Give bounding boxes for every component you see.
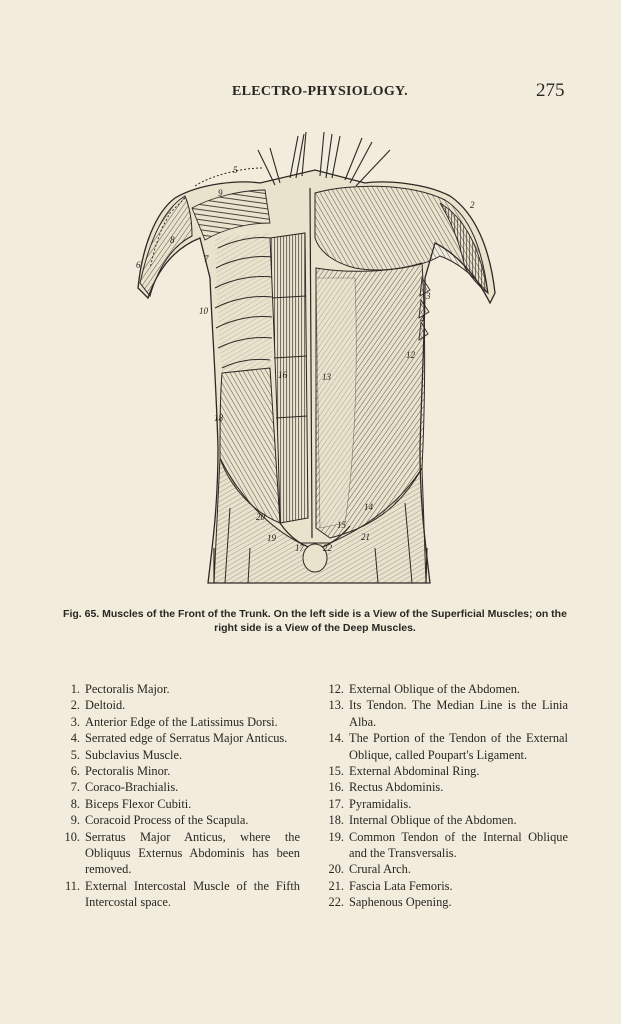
legend-item <box>58 714 300 730</box>
legend-text: Rectus Abdominis. <box>349 780 444 795</box>
label-7: 7 <box>204 254 209 264</box>
legend-item <box>322 681 568 697</box>
legend-item <box>322 812 568 828</box>
legend-item <box>58 697 300 713</box>
legend-number: 22. <box>328 895 344 910</box>
legend-number: 18. <box>328 813 344 828</box>
legend-text: Serrated edge of Serratus Major Anticus. <box>85 731 288 746</box>
legend-item <box>58 763 300 779</box>
legend-text: Coraco-Brachialis. <box>85 780 179 795</box>
label-17: 17 <box>295 543 304 553</box>
trunk-muscles-engraving <box>130 128 500 588</box>
legend-number: 12. <box>328 682 344 696</box>
legend-number: 20. <box>328 862 344 877</box>
legend-text: Saphenous Opening. <box>349 895 452 910</box>
legend-item <box>58 829 300 878</box>
label-9: 9 <box>218 188 223 198</box>
running-title: ELECTRO-PHYSIOLOGY. <box>232 84 408 99</box>
legend-item <box>58 747 300 763</box>
legend-text: Pectoralis Minor. <box>85 764 171 779</box>
legend-text: Crural Arch. <box>349 862 411 877</box>
legend-number: 8. <box>70 796 80 811</box>
legend-number: 7. <box>70 780 80 795</box>
legend-item <box>58 878 300 911</box>
page-number: 275 <box>536 80 565 101</box>
legend-number: 9. <box>70 813 80 828</box>
label-21: 21 <box>361 532 370 542</box>
legend-item <box>322 697 568 730</box>
legend-item <box>58 681 300 697</box>
label-15: 15 <box>337 520 346 530</box>
legend-number: 2. <box>70 698 80 713</box>
legend-text: Fascia Lata Femoris. <box>349 878 453 893</box>
legend-text: Serratus Major Anticus, where the Obliquus Externus Abdominis has been removed. <box>85 829 300 877</box>
label-5: 5 <box>233 165 238 175</box>
legend-number: 17. <box>328 796 344 811</box>
legend-text: Subclavius Muscle. <box>85 747 183 762</box>
legend-text: Common Tendon of the Internal Oblique and the Transversalis. <box>349 829 568 861</box>
legend-right-column <box>322 681 568 911</box>
legend-number: 3. <box>70 714 80 729</box>
label-20: 20 <box>256 512 265 522</box>
label-12: 12 <box>406 350 415 360</box>
legend-number: 14. <box>328 731 344 746</box>
label-19: 19 <box>267 533 276 543</box>
legend-text: Pectoralis Major. <box>85 682 170 696</box>
legend-text: Its Tendon. The Median Line is the Linia Alba. <box>349 698 568 729</box>
label-10: 10 <box>199 306 208 316</box>
legend-item <box>322 796 568 812</box>
legend-number: 4. <box>70 731 80 746</box>
anatomical-illustration <box>130 128 500 588</box>
legend-left-column <box>58 681 300 911</box>
legend-item <box>58 812 300 828</box>
label-6: 6 <box>136 260 141 270</box>
legend-item <box>322 861 568 877</box>
legend-text: Deltoid. <box>85 698 126 713</box>
label-2: 2 <box>470 200 475 210</box>
label-18: 18 <box>214 413 223 423</box>
legend-number: 16. <box>328 780 344 795</box>
legend-text: Coracoid Process of the Scapula. <box>85 813 249 828</box>
legend-item <box>58 779 300 795</box>
legend-number: 19. <box>328 829 344 844</box>
legend-number: 5. <box>70 747 80 762</box>
legend-number: 15. <box>328 764 344 779</box>
legend-text: Pyramidalis. <box>349 796 412 811</box>
legend-text: External Oblique of the Abdomen. <box>349 682 521 696</box>
running-head <box>0 80 621 104</box>
legend-text: External Intercostal Muscle of the Fifth Intercostal space. <box>85 878 300 910</box>
label-22: 22 <box>323 543 332 553</box>
legend-number: 10. <box>64 829 80 844</box>
legend-item <box>322 763 568 779</box>
label-3: 3 <box>426 291 431 301</box>
label-8: 8 <box>170 235 175 245</box>
legend-text: Anterior Edge of the Latissimus Dorsi. <box>85 714 278 729</box>
legend-text: External Abdominal Ring. <box>349 764 480 779</box>
legend-number: 13. <box>328 698 344 713</box>
legend-number: 21. <box>328 878 344 893</box>
legend-item <box>322 829 568 862</box>
figure-caption: Fig. 65. Muscles of the Front of the Trunk. On the left side is a View of the Superficial Muscles; on the right side is a View of the Deep Muscles. <box>63 608 567 634</box>
legend-item <box>322 730 568 763</box>
label-4: 4 <box>420 314 425 324</box>
legend-number: 6. <box>70 764 80 779</box>
legend-number: 11. <box>64 878 80 893</box>
legend-text: Biceps Flexor Cubiti. <box>85 796 192 811</box>
label-14: 14 <box>364 502 373 512</box>
label-16: 16 <box>278 370 287 380</box>
legend-item <box>58 796 300 812</box>
legend-item <box>322 779 568 795</box>
legend-item <box>322 894 568 910</box>
legend-item <box>58 730 300 746</box>
legend-item <box>322 878 568 894</box>
legend-number: 1. <box>70 682 80 696</box>
legend-text: Internal Oblique of the Abdomen. <box>349 813 517 828</box>
label-13: 13 <box>322 372 331 382</box>
legend-text: The Portion of the Tendon of the External Oblique, called Poupart's Ligament. <box>349 731 568 762</box>
